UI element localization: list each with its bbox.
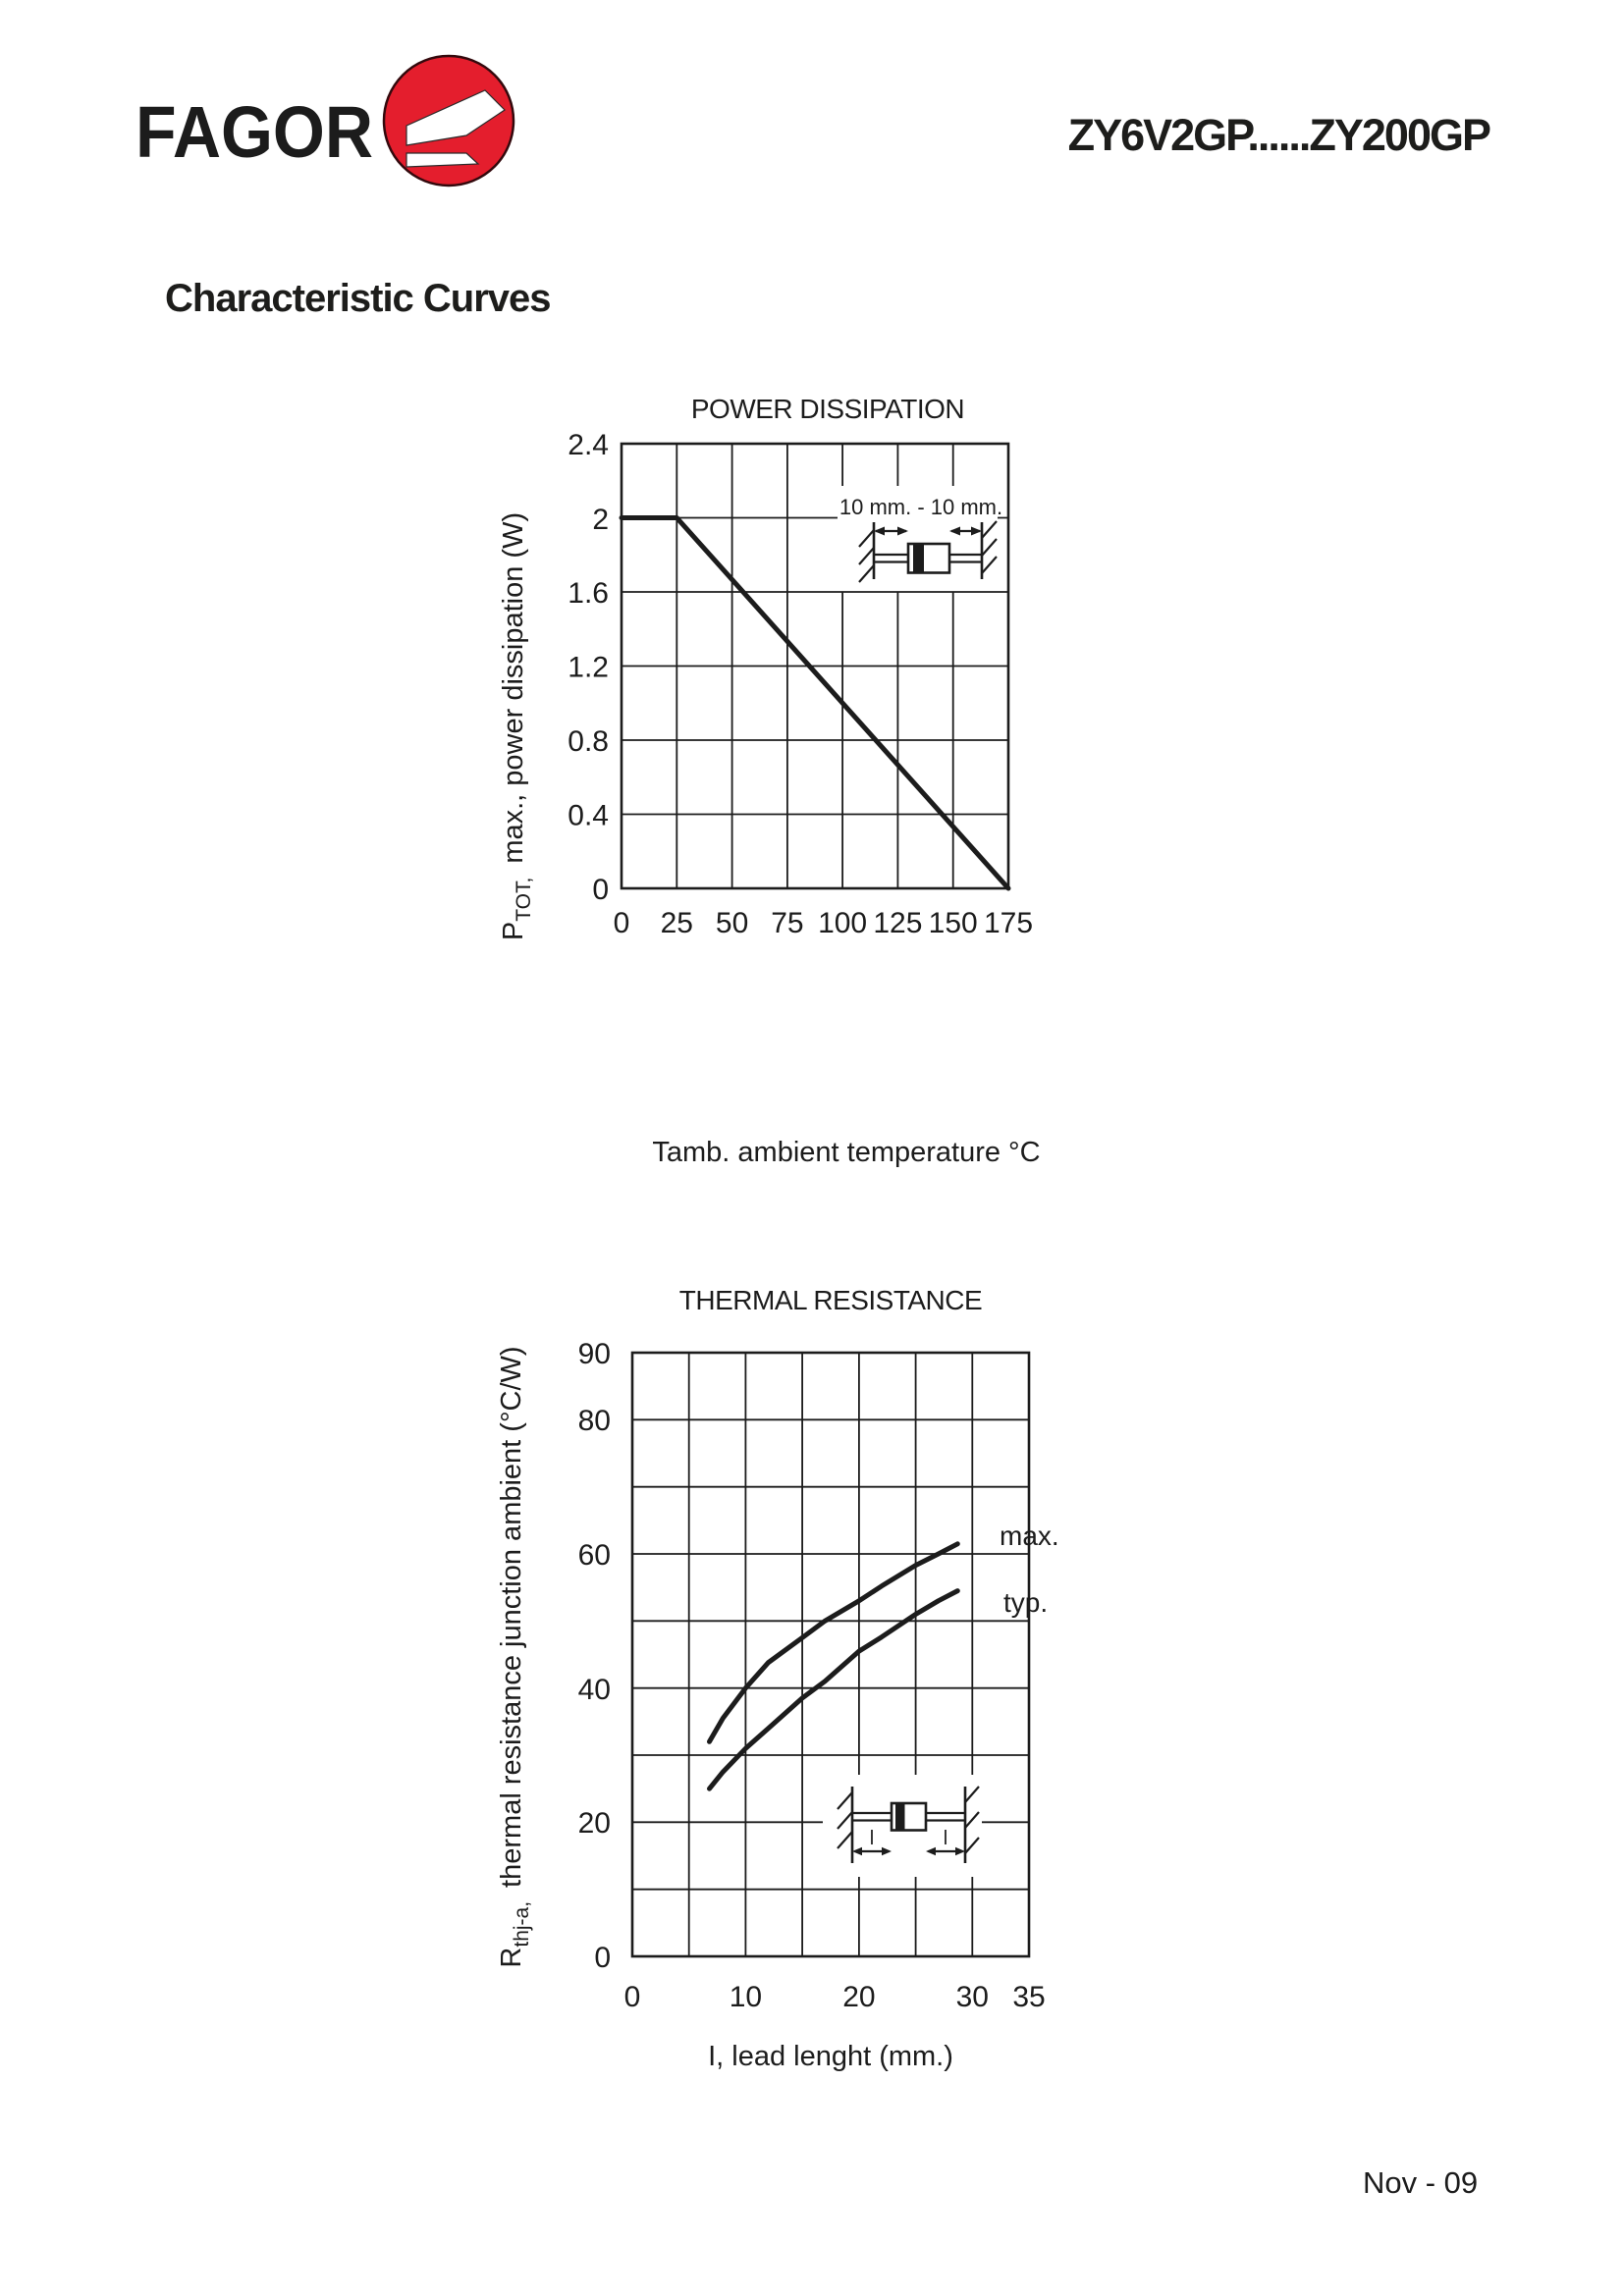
part-number-range: ZY6V2GP......ZY200GP [1067,110,1489,160]
x-axis-label: Tamb. ambient temperature °C [652,1137,1041,1168]
x-tick-label: 30 [955,1981,989,2013]
lead-length-label: l [869,1828,875,1849]
y-tick-label: 60 [577,1539,611,1572]
page-title: Characteristic Curves [165,277,551,320]
y-tick-label: 0 [594,1942,611,1974]
y-tick-label: 0.4 [568,799,609,832]
y-axis-ticks [568,429,609,906]
x-tick-label: 125 [873,907,923,939]
brand-wordmark: FAGOR [135,91,373,173]
x-tick-label: 150 [928,907,978,939]
x-tick-label: 10 [729,1981,763,2013]
y-axis-label: $P_{TOT,}\max$., power dissipation (W) [498,511,535,941]
y-tick-label: 1.6 [568,577,609,610]
y-tick-label: 2.4 [568,429,609,461]
x-tick-label: 25 [660,907,693,939]
x-tick-label: 175 [983,907,1034,939]
x-tick-label: 20 [842,1981,876,2013]
chart-title: THERMAL RESISTANCE [678,1285,983,1315]
fagor-emblem-icon [384,56,514,186]
chart-title: POWER DISSIPATION [690,394,965,424]
x-axis-ticks [624,1981,1046,2013]
y-tick-label: 0.8 [568,725,609,758]
x-tick-label: 50 [715,907,749,939]
y-axis-label: $R_{thj-a,}thermal$ resistance junction ambient (°C/W) [496,1346,533,1968]
x-tick-label: 0 [613,907,630,939]
revision-date: Nov - 09 [1363,2165,1479,2200]
y-tick-label: 2 [592,504,609,536]
y-tick-label: 90 [577,1338,611,1370]
x-tick-label: 100 [818,907,868,939]
inset-note: 10 mm. - 10 mm. [839,495,1003,519]
max-curve [710,1544,958,1742]
y-tick-label: 40 [577,1674,611,1706]
y-tick-label: 20 [577,1807,611,1840]
thermal-resistance-chart [422,1261,1109,2081]
x-axis-label: I, lead lenght (mm.) [708,2041,953,2072]
fagor-logo [93,44,545,201]
x-tick-label: 0 [623,1981,641,2013]
y-tick-label: 1.2 [568,651,609,684]
x-tick-label: 75 [771,907,804,939]
x-axis-ticks [614,907,1033,939]
y-tick-label: 0 [592,874,609,906]
x-tick-label: 35 [1012,1981,1046,2013]
typ-curve-label: typ. [1003,1587,1049,1618]
power-dissipation-chart [422,378,1109,1178]
y-axis-ticks [578,1338,611,1974]
lead-length-label: l [943,1828,948,1849]
max-curve-label: max. [1000,1521,1059,1551]
y-tick-label: 80 [577,1405,611,1437]
